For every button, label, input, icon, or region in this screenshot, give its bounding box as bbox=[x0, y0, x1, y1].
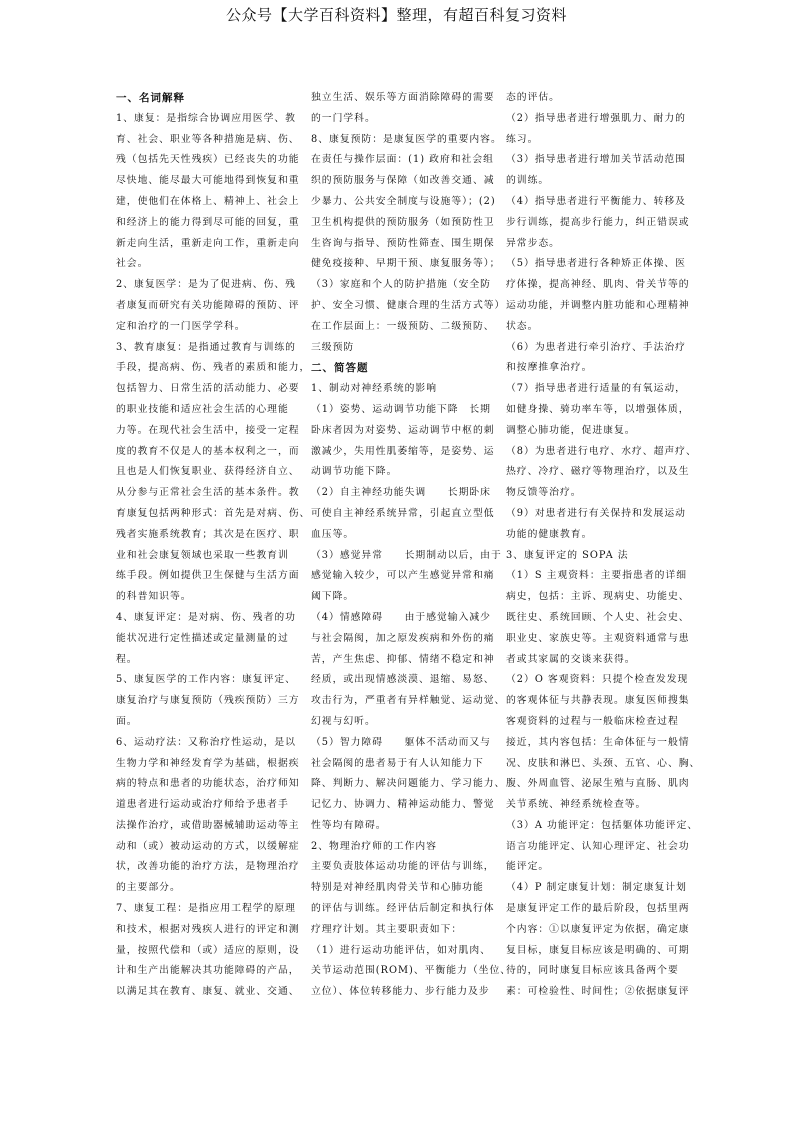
text-line: （4）情感障碍 由于感觉输入减少 bbox=[311, 611, 491, 623]
text-line: 的评估与训练。经评估后制定和执行体 bbox=[311, 903, 495, 915]
text-line: 生物力学和神经发育学为基础，根据疾 bbox=[116, 757, 300, 769]
text-line: 力等。在现代社会生活中，接受一定程 bbox=[116, 424, 300, 436]
text-line: 且也是人们恢复职业、获得经济自立、 bbox=[116, 466, 300, 478]
text-line: 从分参与正常社会生活的基本条件。教 bbox=[116, 487, 300, 499]
text-line: 个内容：①以康复评定为依据，确定康 bbox=[506, 923, 690, 935]
text-line: 1、制动对神经系统的影响 bbox=[311, 383, 437, 395]
text-line: 状，改善功能的治疗方法，是物理治疗 bbox=[116, 861, 300, 873]
text-line: 3、教育康复：是指通过教育与训练的 bbox=[116, 341, 296, 353]
text-line: 业和社会康复领域也采取一些教育训 bbox=[116, 549, 289, 561]
text-line: 阈下降。 bbox=[311, 591, 355, 603]
text-line: 的训练。 bbox=[506, 175, 550, 187]
text-line: 立位）、体位转移能力、步行能力及步 bbox=[311, 986, 490, 998]
text-line: （2）O 客观资料：只提个检查发发现 bbox=[506, 674, 689, 686]
text-line: 幻视与幻听。 bbox=[311, 715, 376, 727]
text-line: 动调节功能下降。 bbox=[311, 466, 398, 478]
text-line: 面。 bbox=[116, 715, 138, 727]
text-line: 动和（或）被动运动的方式，以缓解症 bbox=[116, 840, 300, 852]
text-line: 与社会隔阂，加之原发疾病和外伤的痛 bbox=[311, 632, 495, 644]
text-line: 病史，包括：主诉、现病史、功能史、 bbox=[506, 591, 690, 603]
text-line: 功能的健康教育。 bbox=[506, 528, 593, 540]
text-line: （4）P 制定康复计划：制定康复计划 bbox=[506, 882, 687, 894]
text-line: 激减少，失用性肌萎缩等，是姿势、运 bbox=[311, 445, 495, 457]
text-line: （7）指导患者进行适量的有氧运动， bbox=[506, 383, 686, 395]
text-line: 练手段。例如提供卫生保健与生活方面 bbox=[116, 570, 300, 582]
text-line: 语言功能评定、认知心理评定、社会功 bbox=[506, 840, 690, 852]
text-line: 关节系统、神经系统检查等。 bbox=[506, 799, 647, 811]
text-line: （2）自主神经功能失调 长期卧床 bbox=[311, 487, 491, 499]
text-line: 感觉输入较少，可以产生感觉异常和痛 bbox=[311, 570, 495, 582]
text-line: 康复治疗与康复预防（残疾预防）三方 bbox=[116, 695, 300, 707]
text-line: 健免疫接种、早期干预、康复服务等）； bbox=[311, 258, 501, 270]
text-line: 客观资料的过程与一般临床检查过程 bbox=[506, 715, 679, 727]
text-line: 残（包括先天性残疾）已经丧失的功能 bbox=[116, 154, 300, 166]
text-line: （9）对患者进行有关保持和发展运动 bbox=[506, 507, 686, 519]
text-line: 残者实施系统教育；其次是在医疗、职 bbox=[116, 528, 300, 540]
text-line: 少暴力、公共安全制度与设施等）；(2) bbox=[311, 195, 496, 207]
text-line: 练习。 bbox=[506, 133, 539, 145]
text-line: 的一门学科。 bbox=[311, 112, 376, 124]
section-heading: 一、名词解释 bbox=[116, 92, 185, 104]
text-line: 2、康复医学：是为了促进病、伤、残 bbox=[116, 279, 296, 291]
text-line: 物反馈等治疗。 bbox=[506, 487, 582, 499]
text-line: （1）进行运动功能评估，如对肌肉、 bbox=[311, 944, 491, 956]
text-line: （3）家庭和个人的防护措施（安全防 bbox=[311, 279, 491, 291]
text-line: （5）智力障碍 躯体不活动而又与 bbox=[311, 736, 491, 748]
text-line: 2、物理治疗师的工作内容 bbox=[311, 840, 437, 852]
text-line: 6、运动疗法：又称治疗性运动，是以 bbox=[116, 736, 296, 748]
text-line: 3、康复评定的 SOPA 法 bbox=[506, 549, 629, 561]
text-line: （6）为患者进行牵引治疗、手法治疗 bbox=[506, 341, 686, 353]
text-line: 待的，同时康复目标应该具备两个要 bbox=[506, 965, 679, 977]
text-line: （3）感觉异常 长期制动以后，由于 bbox=[311, 549, 502, 561]
text-line: （8）为患者进行电疗、水疗、超声疗、 bbox=[506, 445, 697, 457]
text-line: 计和生产出能解决其功能障碍的产品， bbox=[116, 965, 300, 977]
text-line: 独立生活、娱乐等方面消除障碍的需要 bbox=[311, 92, 495, 103]
text-line: 卫生机构提供的预防服务（如预防性卫 bbox=[311, 216, 495, 228]
text-line: 尽快地、能尽最大可能地得到恢复和重 bbox=[116, 175, 300, 187]
text-line: 关节运动范围(ROM)、平衡能力（坐位、 bbox=[311, 965, 512, 977]
text-line: 况、皮肤和淋巴、头颈、五官、心、胸、 bbox=[506, 757, 701, 769]
text-line: （3）指导患者进行增加关节活动范围 bbox=[506, 154, 686, 166]
text-line: 和按摩推拿治疗。 bbox=[506, 362, 593, 374]
text-line: 可使自主神经系统异常，引起直立型低 bbox=[311, 507, 495, 519]
text-line: 素：可检验性、时间性；②依据康复评 bbox=[506, 986, 690, 998]
section-heading: 二、简答题 bbox=[311, 362, 369, 375]
text-line: 的职业技能和适应社会生活的心理能 bbox=[116, 403, 289, 415]
text-line: 三级预防 bbox=[311, 341, 355, 353]
text-column-middle bbox=[311, 88, 512, 1003]
text-line: 调整心肺功能，促进康复。 bbox=[506, 424, 636, 436]
text-line: 病的特点和患者的功能状态，治疗师知 bbox=[116, 778, 300, 790]
text-line: 社会。 bbox=[116, 258, 149, 270]
text-line: 新走向生活，重新走向工作，重新走向 bbox=[116, 237, 300, 249]
text-line: 性等均有障碍。 bbox=[311, 819, 387, 831]
text-line: 育康复包括两种形式：首先是对病、伤、 bbox=[116, 507, 311, 519]
text-line: 血压等。 bbox=[311, 528, 355, 540]
text-line: （2）指导患者进行增强肌力、耐力的 bbox=[506, 112, 686, 124]
text-line: 既往史、系统回顾、个人史、社会史、 bbox=[506, 611, 690, 623]
text-line: 记忆力、协调力、精神运动能力、警觉 bbox=[311, 799, 495, 811]
text-line: 苦，产生焦虑、抑郁、情绪不稳定和神 bbox=[311, 653, 495, 665]
text-line: 手段，提高病、伤、残者的素质和能力， bbox=[116, 362, 311, 374]
text-line: 的主要部分。 bbox=[116, 882, 181, 894]
text-line: 包括智力、日常生活的活动能力、必要 bbox=[116, 383, 300, 395]
text-line: 法操作治疗，或借助器械辅助运动等主 bbox=[116, 819, 300, 831]
text-line: 在责任与操作层面：(1) 政府和社会组 bbox=[311, 154, 494, 166]
text-line: （1）姿势、运动调节功能下降 长期 bbox=[311, 403, 491, 415]
text-line: 和经济上的能力得到尽可能的回复，重 bbox=[116, 216, 300, 228]
text-line: 在工作层面上：一级预防、二级预防、 bbox=[311, 320, 495, 332]
text-column-left bbox=[116, 88, 311, 1003]
text-line: （5）指导患者进行各种矫正体操、医 bbox=[506, 258, 686, 270]
text-line: 状态。 bbox=[506, 320, 539, 332]
text-line: 特别是对神经肌肉骨关节和心肺功能 bbox=[311, 882, 484, 894]
text-line: 攻击行为，严重者有异样触觉、运动觉、 bbox=[311, 695, 506, 707]
text-line: 疗理疗计划。其主要职责如下： bbox=[311, 923, 463, 935]
text-line: 量，按照代偿和（或）适应的原则，设 bbox=[116, 944, 300, 956]
text-line: 如健身操、骑功率车等，以增强体质， bbox=[506, 403, 690, 415]
text-line: 4、康复评定：是对病、伤、残者的功 bbox=[116, 611, 296, 623]
text-line: （1）S 主观资料：主要指患者的详细 bbox=[506, 570, 688, 582]
text-line: 降、判断力、解决问题能力、学习能力、 bbox=[311, 778, 506, 790]
text-line: 步行训练，提高步行能力，纠正错误或 bbox=[506, 216, 690, 228]
text-line: 职业史、家族史等。主观资料通常与患 bbox=[506, 632, 690, 644]
text-line: 异常步态。 bbox=[506, 237, 560, 249]
text-line: 腹、外周血管、泌尿生殖与直肠、肌肉 bbox=[506, 778, 690, 790]
text-line: 经质，或出现情感淡漠、退缩、易怒、 bbox=[311, 674, 495, 686]
text-line: 生咨询与指导、预防性筛查、围生期保 bbox=[311, 237, 495, 249]
text-line: 和技术，根据对残疾人进行的评定和测 bbox=[116, 923, 300, 935]
text-line: 1、康复：是指综合协调应用医学、教 bbox=[116, 112, 296, 124]
text-line: 8、康复预防：是康复医学的重要内容。 bbox=[311, 133, 502, 145]
text-line: 的客观体征与共静表现。康复医师搜集 bbox=[506, 695, 690, 707]
text-line: 育、社会、职业等各种措施是病、伤、 bbox=[116, 133, 300, 145]
text-line: 是康复评定工作的最后阶段，包括里两 bbox=[506, 903, 690, 915]
text-line: 社会隔阂的患者易于有人认知能力下 bbox=[311, 757, 484, 769]
text-line: 定和治疗的一门医学学科。 bbox=[116, 320, 246, 332]
text-line: 织的预防服务与保障（如改善交通、减 bbox=[311, 175, 495, 187]
text-line: 程。 bbox=[116, 653, 138, 665]
text-line: 者或其家属的交谈来获得。 bbox=[506, 653, 636, 665]
text-line: 接近，其内容包括：生命体征与一般情 bbox=[506, 736, 690, 748]
text-line: 者康复而研究有关功能障碍的预防、评 bbox=[116, 299, 300, 311]
text-line: 7、康复工程：是指应用工程学的原理 bbox=[116, 903, 296, 915]
text-line: 能状况进行定性描述或定量测量的过 bbox=[116, 632, 289, 644]
text-line: 态的评估。 bbox=[506, 92, 560, 103]
text-line: 运动功能，并调整内脏功能和心理精神 bbox=[506, 299, 690, 311]
text-line: 以满足其在教育、康复、就业、交通、 bbox=[116, 986, 300, 998]
text-line: 复目标，康复目标应该是明确的、可期 bbox=[506, 944, 690, 956]
text-line: 的科普知识等。 bbox=[116, 591, 192, 603]
page-header-banner: 公众号【大学百科资料】整理，有超百科复习资料 bbox=[225, 6, 567, 24]
text-line: 疗体操，提高神经、肌肉、骨关节等的 bbox=[506, 279, 690, 291]
text-line: 道患者进行运动或治疗师给予患者手 bbox=[116, 799, 289, 811]
text-line: 护、安全习惯、健康合理的生活方式等） bbox=[311, 299, 506, 311]
text-line: 建，使他们在体格上、精神上、社会上 bbox=[116, 195, 300, 207]
text-line: 5、康复医学的工作内容：康复评定、 bbox=[116, 674, 296, 686]
text-line: 度的教育不仅是人的基本权利之一，而 bbox=[116, 445, 300, 457]
text-line: （3）A 功能评定：包括躯体功能评定、 bbox=[506, 819, 699, 831]
text-line: 能评定。 bbox=[506, 861, 550, 873]
text-line: 主要负责肢体运动功能的评估与训练， bbox=[311, 861, 495, 873]
text-line: （4）指导患者进行平衡能力、转移及 bbox=[506, 195, 686, 207]
text-line: 卧床者因为对姿势、运动调节中枢的刺 bbox=[311, 424, 495, 436]
text-column-right bbox=[506, 88, 701, 1003]
text-line: 热疗、冷疗、磁疗等物理治疗，以及生 bbox=[506, 466, 690, 478]
